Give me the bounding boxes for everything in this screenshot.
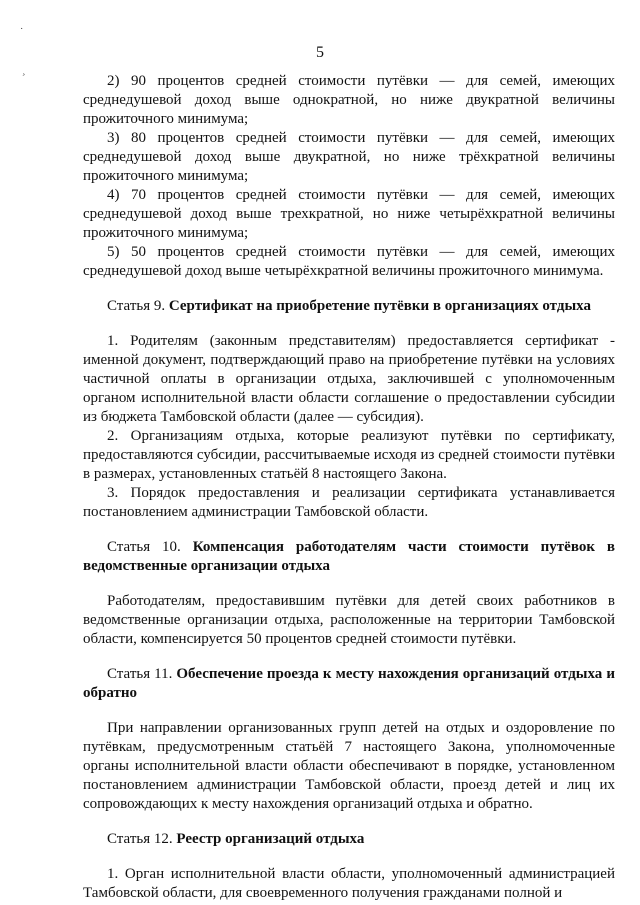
article-heading — [83, 297, 615, 316]
article-number: Статья 9. — [107, 298, 169, 314]
paragraph: 3. Порядок предоставления и реализации сертификата устанавливается постановлением администрации Тамбовской области. — [83, 485, 615, 520]
paragraph: 2. Организациям отдыха, которые реализуют путёвки по сертификату, предоставляются субсидии, рассчитываемые исходя из средней стоимости путёвки в размерах, установленных статьёй 8 настоящего Закона. — [83, 428, 615, 482]
article-title: Компенсация работодателям части стоимости путёвок в ведомственные организации отдыха — [83, 539, 615, 574]
document-body — [83, 72, 615, 903]
article-title: Реестр организаций отдыха — [176, 831, 365, 847]
article-title: Сертификат на приобретение путёвки в организациях отдыха — [168, 298, 591, 314]
paragraph: При направлении организованных групп детей на отдых и оздоровление по путёвкам, предусмотренным статьёй 7 настоящего Закона, уполномоченные органы исполнительной власти области обеспечивают в порядке, установленном постановлением администрации Тамбовской области, проезд детей и лиц их сопровождающих к месту нахождения организаций отдыха и обратно. — [83, 720, 615, 812]
article-heading — [83, 830, 615, 849]
paragraph: 1. Родителям (законным представителям) предоставляется сертификат - именной документ, подтверждающий право на приобретение путёвки на условиях частичной оплаты в организации отдыха, заключившей с уполномоченным органом исполнительной власти области соглашение о предоставлении субсидии из бюджета Тамбовской области (далее — субсидия). — [83, 333, 615, 425]
paragraph: 1. Орган исполнительной власти области, уполномоченный администрацией Тамбовской области, для своевременного получения гражданами полной и — [83, 866, 615, 901]
article-title: Обеспечение проезда к месту нахождения организаций отдыха и обратно — [83, 666, 615, 701]
list-item: 2) 90 процентов средней стоимости путёвки — для семей, имеющих среднедушевой доход выше однократной, но ниже двукратной величины прожиточного минимума; — [83, 73, 615, 127]
page-number: 5 — [316, 44, 324, 61]
article-heading — [83, 665, 615, 703]
scan-mark: ˙ — [20, 27, 24, 38]
list-item: 4) 70 процентов средней стоимости путёвки — для семей, имеющих среднедушевой доход выше трехкратной, но ниже четырёхкратной величины прожиточного минимума; — [83, 187, 615, 241]
article-number: Статья 11. — [107, 666, 177, 682]
list-item: 5) 50 процентов средней стоимости путёвки — для семей, имеющих среднедушевой доход выше четырёхкратной величины прожиточного минимума. — [83, 244, 615, 279]
article-heading — [83, 538, 615, 576]
article-number: Статья 10. — [107, 539, 193, 555]
paragraph: Работодателям, предоставившим путёвки для детей своих работников в ведомственные организации отдыха, расположенные на территории Тамбовской области, компенсируется 50 процентов средней стоимости путёвки. — [83, 593, 615, 647]
scan-mark: ¸ — [22, 65, 26, 76]
list-item: 3) 80 процентов средней стоимости путёвки — для семей, имеющих среднедушевой доход выше двукратной, но ниже трёхкратной величины прожиточного минимума; — [83, 130, 615, 184]
article-number: Статья 12. — [107, 831, 177, 847]
